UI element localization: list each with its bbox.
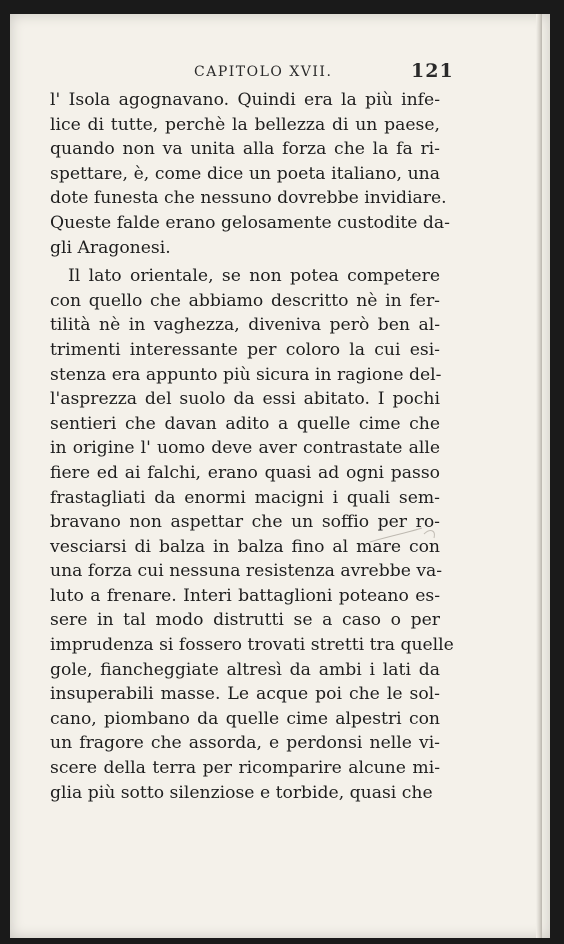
text-line: gole, fiancheggiate altresì da ambi i lati da <box>50 659 440 680</box>
text-line: in origine l' uomo deve aver contrastate alle <box>50 438 440 459</box>
text-line: tilità nè in vaghezza, diveniva però ben al- <box>50 315 440 336</box>
text-line: un fragore che assorda, e perdonsi nelle vi- <box>50 733 440 754</box>
text-line: imprudenza si fossero trovati stretti tra quelle <box>50 635 454 656</box>
text-line: fiere ed ai falchi, erano quasi ad ogni passo <box>50 462 440 483</box>
text-line: sentieri che davan adito a quelle cime che <box>50 413 440 434</box>
text-line: frastagliati da enormi macigni i quali sem- <box>50 487 440 508</box>
text-line: scere della terra per ricomparire alcune mi- <box>50 758 440 779</box>
text-line: stenza era appunto più sicura in ragione del- <box>50 364 442 385</box>
page-edge <box>536 14 542 938</box>
text-line: dote funesta che nessuno dovrebbe invidiare. <box>50 188 447 209</box>
text-line: trimenti interessante per coloro la cui esi- <box>50 339 440 360</box>
text-line: Il lato orientale, se non potea competere <box>68 266 440 287</box>
text-line: gli Aragonesi. <box>50 237 171 258</box>
text-line: insuperabili masse. Le acque poi che le sol- <box>50 684 440 705</box>
text-line: sere in tal modo distrutti se a caso o per <box>50 610 440 631</box>
text-line: con quello che abbiamo descritto nè in fer- <box>50 290 440 311</box>
text-line: luto a frenare. Interi battaglioni poteano es- <box>50 585 440 606</box>
text-line: una forza cui nessuna resistenza avrebbe va- <box>50 561 443 582</box>
text-line: cano, piombano da quelle cime alpestri con <box>50 708 440 729</box>
paragraph <box>50 88 450 260</box>
text-line: lice di tutte, perchè la bellezza di un paese, <box>50 114 440 135</box>
paragraph <box>50 264 454 805</box>
text-line: l'asprezza del suolo da essi abitato. I pochi <box>50 389 440 410</box>
running-head: CAPITOLO XVII. <box>194 64 333 80</box>
page-sheet <box>10 14 550 938</box>
page-header <box>10 54 550 84</box>
text-line: bravano non aspettar che un soffio per ro- <box>50 512 440 533</box>
text-line: quando non va unita alla forza che la fa ri- <box>50 139 440 160</box>
text-line: spettare, è, come dice un poeta italiano, una <box>50 163 440 184</box>
text-line: Queste falde erano gelosamente custodite da- <box>50 212 450 233</box>
text-line: glia più sotto silenziose e torbide, quasi che <box>50 782 433 803</box>
text-line: vesciarsi di balza in balza fino al mare con <box>50 536 440 557</box>
page-number: 121 <box>411 60 454 82</box>
body-text <box>50 88 454 805</box>
text-line: l' Isola agognavano. Quindi era la più infe- <box>50 90 440 110</box>
